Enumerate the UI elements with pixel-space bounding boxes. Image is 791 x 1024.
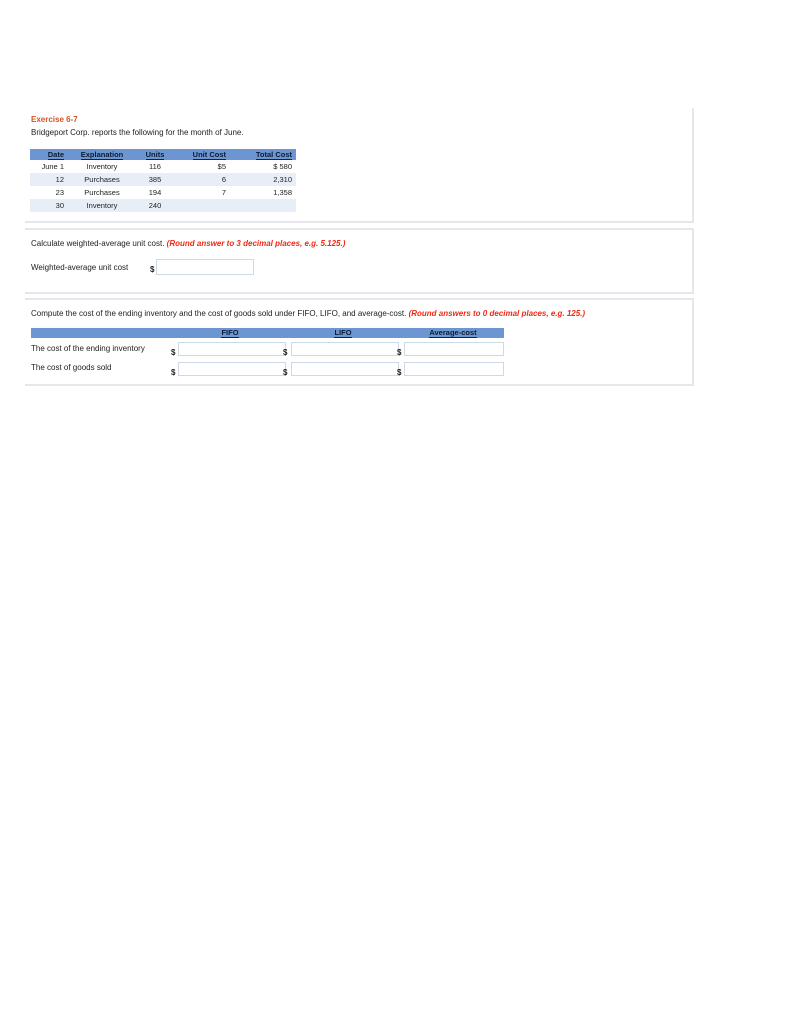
currency-symbol: $ (150, 265, 155, 274)
weighted-average-input[interactable] (156, 259, 254, 275)
cell-total-cost: 1,358 (236, 186, 296, 199)
exercise-panel (25, 108, 694, 223)
cell-unit-cost: 6 (174, 173, 236, 186)
question-1-hint: (Round answer to 3 decimal places, e.g. 5.125.) (166, 239, 346, 248)
currency-symbol: $ (283, 348, 288, 357)
question-2-hint: (Round answers to 0 decimal places, e.g. 125.) (408, 309, 586, 318)
weighted-average-label: Weighted-average unit cost (31, 263, 129, 272)
cell-explanation: Purchases (68, 186, 136, 199)
lifo-ending-inventory-input[interactable] (291, 342, 402, 357)
exercise-title: Exercise 6-7 (31, 115, 78, 124)
fifo-cogs-input[interactable] (178, 362, 286, 376)
cell-total-cost: 2,310 (236, 173, 296, 186)
question-1-line (31, 239, 345, 248)
costing-methods-panel (25, 298, 694, 386)
cell-date: 30 (30, 199, 68, 212)
cell-unit-cost: 7 (174, 186, 236, 199)
currency-symbol: $ (171, 368, 176, 377)
header-fifo: FIFO (221, 328, 239, 337)
row-label-ending-inventory: The cost of the ending inventory (31, 344, 145, 353)
average-cost-ending-inventory-input[interactable] (404, 342, 504, 356)
question-1-text: Calculate weighted-average unit cost. (31, 239, 165, 248)
cell-units: 240 (136, 199, 174, 212)
header-date: Date (30, 149, 68, 160)
header-lifo: LIFO (334, 328, 352, 337)
exercise-intro: Bridgeport Corp. reports the following for the month of June. (31, 128, 244, 137)
currency-symbol: $ (171, 348, 176, 357)
cell-units: 194 (136, 186, 174, 199)
header-explanation: Explanation (68, 149, 136, 160)
question-2-line (31, 309, 585, 318)
cell-units: 116 (136, 160, 174, 173)
header-units: Units (136, 149, 174, 160)
question-2-text: Compute the cost of the ending inventory and the cost of goods sold under FIFO, LIFO, and average-cost. (31, 309, 407, 318)
cell-date: 23 (30, 186, 68, 199)
cell-unit-cost: $5 (174, 160, 236, 173)
table-header-row (30, 149, 296, 160)
table-row (30, 160, 296, 173)
cell-explanation: Inventory (68, 199, 136, 212)
average-cost-cogs-input[interactable] (404, 362, 504, 376)
cell-unit-cost (174, 199, 236, 212)
currency-symbol: $ (397, 368, 402, 377)
table-row (30, 199, 296, 212)
methods-header-bar (31, 328, 504, 338)
fifo-ending-inventory-input[interactable] (178, 342, 286, 356)
cell-date: June 1 (30, 160, 68, 173)
table-row (30, 186, 296, 199)
cell-total-cost: $ 580 (236, 160, 296, 173)
cell-date: 12 (30, 173, 68, 186)
lifo-cogs-input[interactable] (291, 362, 402, 377)
header-total-cost: Total Cost (236, 149, 296, 160)
inventory-table (30, 149, 296, 212)
currency-symbol: $ (283, 368, 288, 377)
table-row (30, 173, 296, 186)
cell-units: 385 (136, 173, 174, 186)
weighted-average-panel (25, 228, 694, 294)
currency-symbol: $ (397, 348, 402, 357)
header-average-cost: Average-cost (429, 328, 477, 337)
cell-explanation: Purchases (68, 173, 136, 186)
cell-explanation: Inventory (68, 160, 136, 173)
header-unit-cost: Unit Cost (174, 149, 236, 160)
row-label-cost-of-goods-sold: The cost of goods sold (31, 363, 112, 372)
cell-total-cost (236, 199, 296, 212)
